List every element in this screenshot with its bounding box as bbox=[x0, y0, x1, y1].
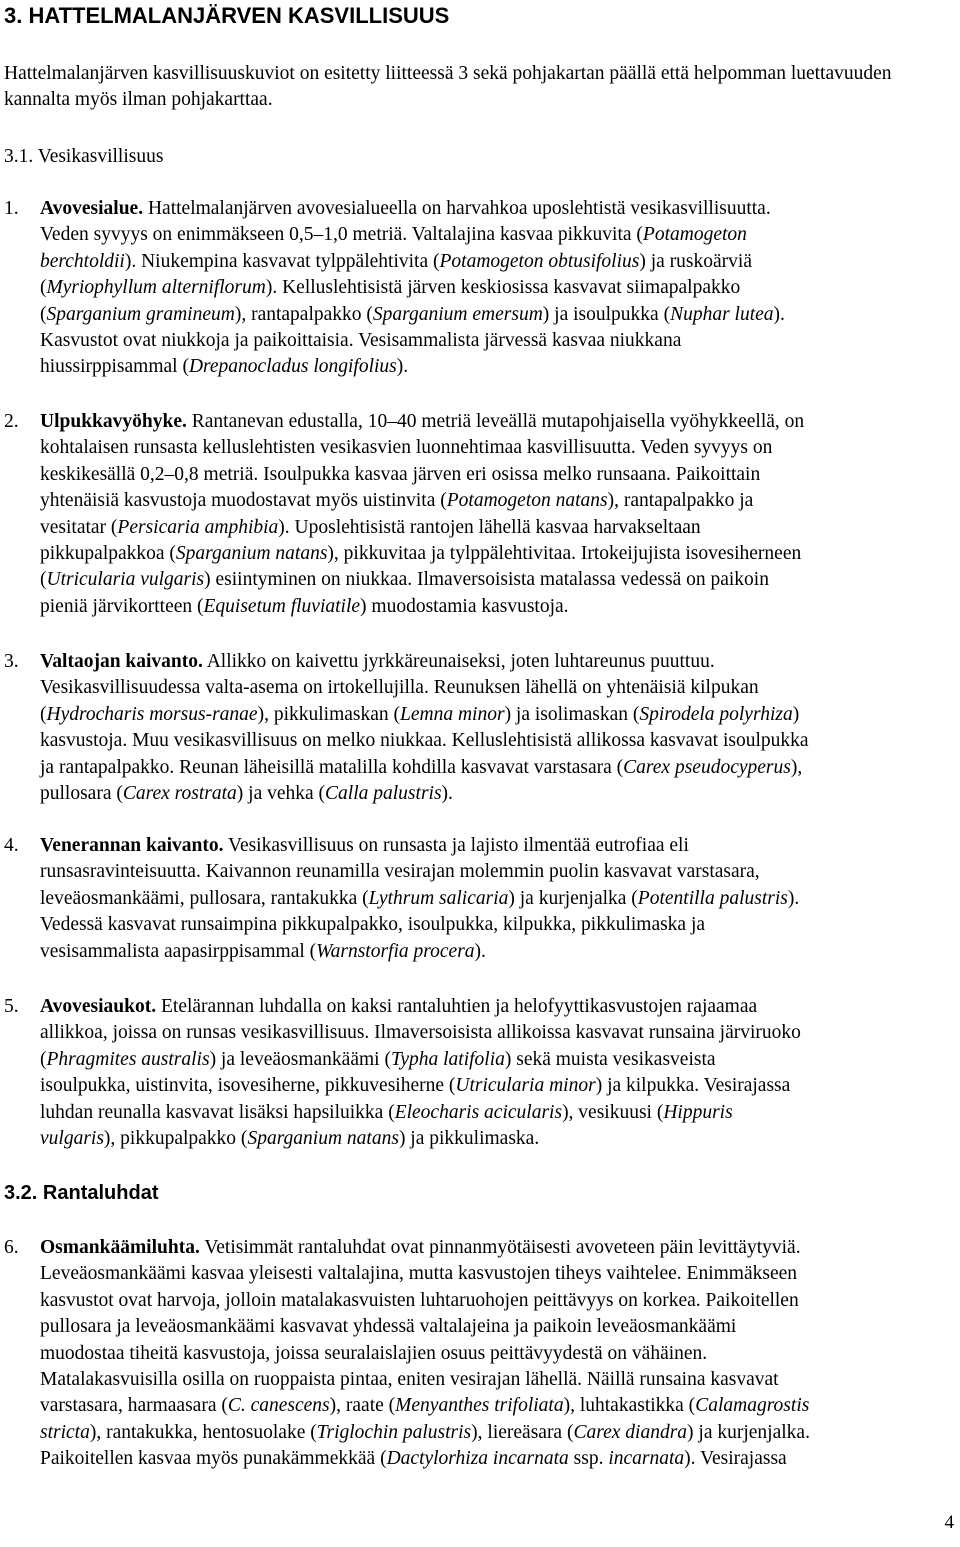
text-line: allikkoa, joissa on runsas vesikasvillisuus. Ilmaversoisista allikoissa kasvavat runsaina järviruoko bbox=[40, 1022, 801, 1044]
species-name: berchtoldii bbox=[40, 250, 125, 272]
species-name: Dactylorhiza incarnata bbox=[386, 1448, 569, 1470]
item-lead: Osmankäämiluhta. bbox=[40, 1237, 200, 1258]
item-number: 4. bbox=[4, 835, 19, 856]
species-name: Equisetum fluviatile bbox=[203, 595, 361, 617]
species-name: Typha latifolia bbox=[390, 1048, 505, 1070]
species-name: C. canescens bbox=[227, 1395, 330, 1417]
vegetation-item-1 bbox=[4, 196, 954, 381]
species-name: Persicaria amphibia bbox=[117, 516, 279, 538]
item-lead: Avovesiaukot. bbox=[40, 996, 157, 1017]
text-line: Matalakasvuisilla osilla on ruoppaista pintaa, eniten vesirajan lähellä. Näillä runsaina kasvavat bbox=[40, 1369, 779, 1391]
species-name: Triglochin palustris bbox=[316, 1421, 472, 1443]
text-line: Veden syvyys on enimmäkseen 0,5–1,0 metriä. Valtalajina kasvaa pikkuvita (Potamogeton bbox=[40, 224, 747, 246]
text-line: (Sparganium gramineum), rantapalpakko (Sparganium emersum) ja isoulpukka (Nuphar lutea). bbox=[40, 303, 785, 325]
text-line: (Myriophyllum alterniflorum). Kelluslehtisistä järven keskiosissa kasvavat siimapalpakko bbox=[40, 277, 741, 299]
text-line: Vedessä kasvavat runsaimpina pikkupalpakko, isoulpukka, kilpukka, pikkulimaska ja bbox=[40, 914, 706, 936]
text-line: Leveäosmankäämi kasvaa yleisesti valtalajina, mutta kasvustojen tiheys vaihtelee. Enimmäkseen bbox=[40, 1263, 798, 1285]
species-name: Potentilla palustris bbox=[637, 887, 788, 909]
text-line: stricta), rantakukka, hentosuolake (Triglochin palustris), liereäsara (Carex diandra) ja kurjenjalka. bbox=[40, 1421, 810, 1443]
species-name: Menyanthes trifoliata bbox=[395, 1395, 564, 1417]
species-name: Carex pseudocyperus bbox=[623, 756, 791, 778]
text-line: Avovesiaukot. Etelärannan luhdalla on kaksi rantaluhtien ja helofyyttikasvustojen rajaamaa bbox=[40, 996, 758, 1017]
item-number: 5. bbox=[4, 996, 19, 1017]
text-line: pullosara (Carex rostrata) ja vehka (Calla palustris). bbox=[40, 783, 453, 805]
item-lead: Ulpukkavyöhyke. bbox=[40, 411, 187, 432]
species-name: Phragmites australis bbox=[46, 1048, 210, 1070]
subsection-heading-vesikasvillisuus: 3.1. Vesikasvillisuus bbox=[4, 146, 164, 167]
text-line: pullosara ja leveäosmankäämi kasvavat yhdessä valtalajeina ja paikoin leveäosmankäämi bbox=[40, 1316, 737, 1338]
species-name: Lythrum salicaria bbox=[368, 887, 509, 909]
species-name: Eleocharis acicularis bbox=[394, 1101, 563, 1123]
species-name: vulgaris bbox=[40, 1128, 104, 1150]
item-number: 6. bbox=[4, 1237, 19, 1258]
species-name: Sparganium natans bbox=[175, 543, 328, 565]
species-name: Calamagrostis bbox=[695, 1395, 810, 1417]
vegetation-item-6 bbox=[4, 1235, 954, 1473]
species-name: Potamogeton bbox=[642, 224, 747, 246]
text-line: (Hydrocharis morsus-ranae), pikkulimaskan (Lemna minor) ja isolimaskan (Spirodela polyrhiza) bbox=[40, 703, 800, 725]
text-line: Kasvustot ovat niukkoja ja paikoittaisia. Vesisammalista järvessä kasvaa niukkana bbox=[40, 330, 682, 352]
item-body bbox=[40, 409, 954, 620]
text-line: pieniä järvikortteen (Equisetum fluviatile) muodostamia kasvustoja. bbox=[40, 595, 569, 617]
page-number: 4 bbox=[944, 1512, 954, 1533]
text-line: kohtalaisen runsasta kelluslehtisten vesikasvien luonnehtimaa kasvillisuutta. Veden syvyys on bbox=[40, 437, 773, 459]
text-line: muodostaa tiheitä kasvustoja, joissa seuralaislajien osuus peittävyydestä on vähäinen. bbox=[40, 1342, 708, 1364]
species-name: Calla palustris bbox=[325, 783, 442, 805]
item-body bbox=[40, 994, 954, 1152]
species-name: Carex diandra bbox=[573, 1421, 688, 1443]
text-line: (Utricularia vulgaris) esiintyminen on niukkaa. Ilmaversoisista matalassa vedessä on paikoin bbox=[40, 569, 769, 591]
species-name: Utricularia minor bbox=[455, 1075, 596, 1097]
species-name: Potamogeton natans bbox=[446, 490, 608, 512]
species-name: Nuphar lutea bbox=[670, 303, 774, 325]
species-name: Myriophyllum alterniflorum bbox=[46, 277, 266, 299]
vegetation-item-3 bbox=[4, 649, 954, 807]
species-name: Sparganium emersum bbox=[372, 303, 543, 325]
section-heading: 3. HATTELMALANJÄRVEN KASVILLISUUS bbox=[4, 3, 450, 28]
item-body bbox=[40, 196, 954, 381]
item-body bbox=[40, 833, 954, 965]
species-name: Drepanocladus longifolius bbox=[188, 356, 397, 378]
species-name: Lemna minor bbox=[400, 703, 505, 725]
text-line: Vesikasvillisuudessa valta-asema on irtokellujilla. Reunuksen lähellä on yhtenäisiä kilpukan bbox=[40, 677, 759, 699]
item-lead: Venerannan kaivanto. bbox=[40, 835, 224, 856]
species-name: Utricularia vulgaris bbox=[46, 569, 205, 591]
text-line: leveäosmankäämi, pullosara, rantakukka (Lythrum salicaria) ja kurjenjalka (Potentilla palustris). bbox=[40, 887, 800, 909]
text-line: vulgaris), pikkupalpakko (Sparganium natans) ja pikkulimaska. bbox=[40, 1128, 540, 1150]
item-number: 2. bbox=[4, 411, 19, 432]
subsection-heading-rantaluhdat: 3.2. Rantaluhdat bbox=[4, 1182, 159, 1204]
item-lead: Avovesialue. bbox=[40, 198, 144, 219]
text-line: Valtaojan kaivanto. Allikko on kaivettu jyrkkäreunaiseksi, joten luhtareunus puuttuu. bbox=[40, 651, 715, 672]
species-name: Sparganium gramineum bbox=[46, 303, 235, 325]
vegetation-item-2 bbox=[4, 409, 954, 620]
text-line: Ulpukkavyöhyke. Rantanevan edustalla, 10–40 metriä leveällä mutapohjaisella vyöhykkeellä, on bbox=[40, 411, 805, 432]
item-body bbox=[40, 649, 954, 807]
text-line: ja rantapalpakko. Reunan läheisillä matalilla kohdilla kasvavat varstasara (Carex pseudocyperus), bbox=[40, 756, 803, 778]
text-line: keskikesällä 0,2–0,8 metriä. Isoulpukka kasvaa järven eri osissa melko runsaana. Paikoittain bbox=[40, 463, 761, 485]
text-line: (Phragmites australis) ja leveäosmankäämi (Typha latifolia) sekä muista vesikasveista bbox=[40, 1048, 716, 1070]
text-line: yhtenäisiä kasvustoja muodostavat myös uistinvita (Potamogeton natans), rantapalpakko ja bbox=[40, 490, 754, 512]
text-line: hiussirppisammal (Drepanocladus longifolius). bbox=[40, 356, 409, 378]
species-name: stricta bbox=[40, 1421, 90, 1443]
item-number: 3. bbox=[4, 651, 19, 672]
species-name: Potamogeton obtusifolius bbox=[439, 250, 640, 272]
item-number: 1. bbox=[4, 198, 19, 219]
text-line: kasvustoja. Muu vesikasvillisuus on melko niukkaa. Kelluslehtisistä allikossa kasvavat isoulpukka bbox=[40, 730, 809, 752]
text-line: berchtoldii). Niukempina kasvavat tylppälehtivita (Potamogeton obtusifolius) ja ruskoärviä bbox=[40, 250, 752, 272]
species-name: Spirodela polyrhiza bbox=[639, 703, 793, 725]
vegetation-item-5 bbox=[4, 994, 954, 1152]
intro-paragraph: Hattelmalanjärven kasvillisuuskuviot on esitetty liitteessä 3 sekä pohjakartan päällä että helpomman luettavuuden kannalta myös ilman pohjakarttaa. bbox=[4, 63, 892, 110]
text-line: Venerannan kaivanto. Vesikasvillisuus on runsasta ja lajisto ilmentää eutrofiaa eli bbox=[40, 835, 689, 856]
species-name: Sparganium natans bbox=[247, 1128, 399, 1150]
text-line: Avovesialue. Hattelmalanjärven avovesialueella on harvahkoa uposlehtistä vesikasvillisuutta. bbox=[40, 198, 771, 219]
text-line: varstasara, harmaasara (C. canescens), raate (Menyanthes trifoliata), luhtakastikka (Calamagrostis bbox=[40, 1395, 810, 1417]
species-name: Hydrocharis morsus-ranae bbox=[46, 703, 258, 725]
text-line: luhdan reunalla kasvavat lisäksi hapsiluikka (Eleocharis acicularis), vesikuusi (Hippuris bbox=[40, 1101, 733, 1123]
text-line: vesisammalista aapasirppisammal (Warnstorfia procera). bbox=[40, 940, 486, 962]
item-body bbox=[40, 1235, 954, 1473]
species-name: Hippuris bbox=[663, 1101, 733, 1123]
text-line: Paikoitellen kasvaa myös punakämmekkää (Dactylorhiza incarnata ssp. incarnata). Vesirajassa bbox=[40, 1448, 787, 1470]
text-line: vesitatar (Persicaria amphibia). Uposlehtisistä rantojen lähellä kasvaa harvakseltaan bbox=[40, 516, 701, 538]
text-line: kasvustot ovat harvoja, jolloin matalakasvuisten luhtaruohojen peittävyys on korkea. Paikoitellen bbox=[40, 1289, 799, 1311]
species-name: Warnstorfia procera bbox=[316, 940, 475, 962]
species-name: incarnata bbox=[608, 1448, 685, 1470]
text-line: pikkupalpakkoa (Sparganium natans), pikkuvitaa ja tylppälehtivitaa. Irtokeijujista isovesiherneen bbox=[40, 543, 802, 565]
species-name: Carex rostrata bbox=[122, 783, 237, 805]
vegetation-item-4 bbox=[4, 833, 954, 965]
text-line: isoulpukka, uistinvita, isovesiherne, pikkuvesiherne (Utricularia minor) ja kilpukka. Vesirajassa bbox=[40, 1075, 791, 1097]
item-lead: Valtaojan kaivanto. bbox=[40, 651, 203, 672]
text-line: Osmankäämiluhta. Vetisimmät rantaluhdat ovat pinnanmyötäisesti avoveteen päin levittäytyviä. bbox=[40, 1237, 801, 1258]
text-line: runsasravinteisuutta. Kaivannon reunamilla vesirajan molemmin puolin kasvavat varstasara, bbox=[40, 861, 760, 883]
